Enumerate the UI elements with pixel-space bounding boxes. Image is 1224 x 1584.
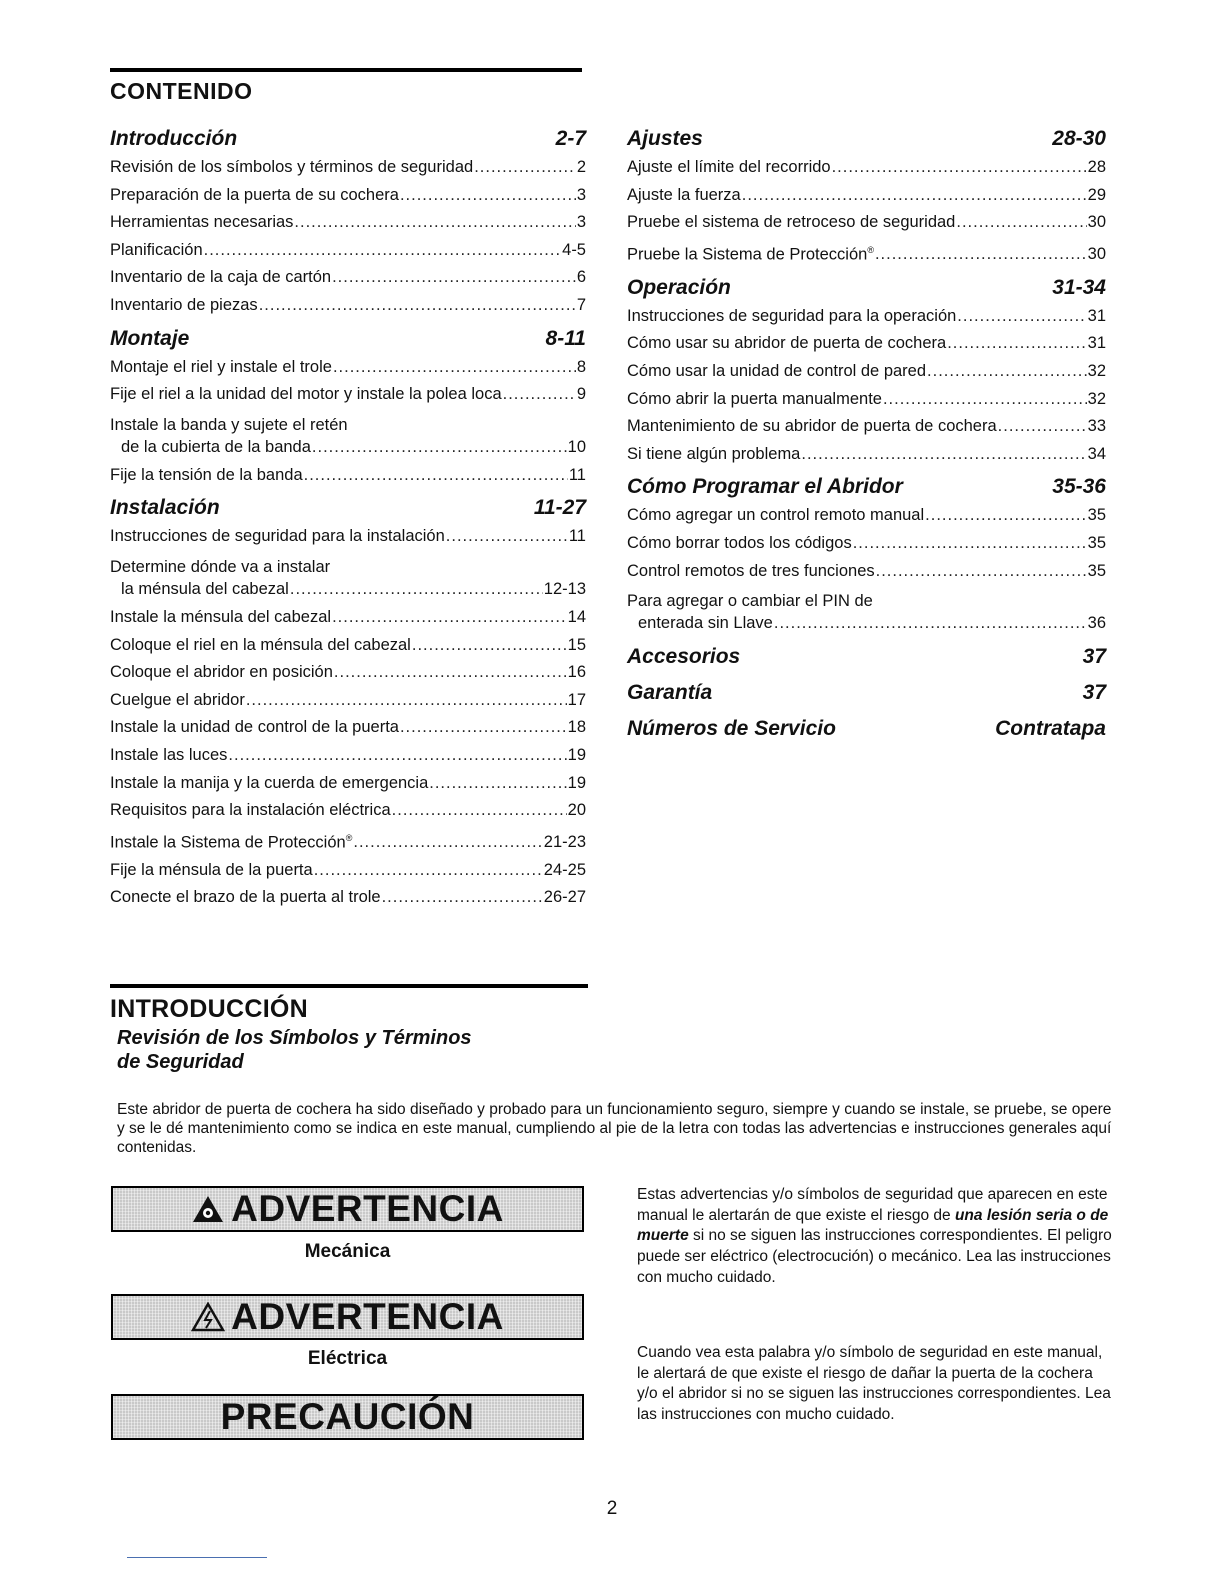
- leader-dots: [474, 154, 576, 182]
- section-pages: 28-30: [1052, 127, 1106, 150]
- section-pages: 8-11: [545, 326, 586, 350]
- toc-header: [110, 68, 582, 105]
- warning-label-wrap: [191, 1296, 504, 1338]
- toc-entry-continuation: [110, 436, 586, 458]
- entry-page: 19: [567, 745, 586, 764]
- entry-page: 35: [1087, 561, 1106, 580]
- toc-entry-continuation: [627, 612, 1106, 634]
- entry-text: Preparación de la puerta de su cochera: [110, 185, 399, 204]
- intro-subtitle: [117, 1026, 587, 1074]
- entry-page: 29: [1087, 185, 1106, 204]
- leader-dots: [312, 436, 567, 458]
- entry-text: Cuelgue el abridor: [110, 690, 245, 709]
- leader-dots: [503, 381, 576, 409]
- section-title: Montaje: [110, 326, 190, 350]
- entry-page: 24-25: [543, 860, 586, 879]
- section-pages: 35-36: [1052, 475, 1106, 499]
- toc-section-heading: [627, 124, 1106, 154]
- section-title: Números de Servicio: [627, 717, 836, 741]
- entry-text-wrap: [627, 237, 874, 269]
- entry-page: 3: [576, 185, 586, 204]
- leader-dots: [304, 462, 568, 490]
- leader-dots: [334, 659, 567, 687]
- entry-page: 11: [568, 527, 586, 546]
- entry-text: Fije el riel a la unidad del motor y instale la polea loca: [110, 385, 502, 404]
- leader-dots: [382, 884, 543, 912]
- entry-page: 4-5: [562, 240, 586, 259]
- entry-text: Cómo abrir la puerta manualmente: [627, 389, 882, 408]
- toc-entry: [110, 154, 586, 182]
- section-title: Garantía: [627, 681, 713, 705]
- warning-box-mechanical: [111, 1186, 584, 1232]
- leader-dots: [801, 441, 1086, 469]
- entry-page: 7: [576, 295, 586, 314]
- entry-text: enterada sin Llave: [638, 614, 773, 633]
- toc-entry: [627, 358, 1106, 386]
- toc-section-heading: [627, 273, 1106, 303]
- entry-text: Instale la Sistema de Protección: [110, 833, 346, 852]
- entry-page: 26-27: [543, 888, 586, 907]
- leader-dots: [429, 770, 566, 798]
- leader-dots: [927, 358, 1087, 386]
- entry-text: Control remotos de tres funciones: [627, 561, 875, 580]
- leader-dots: [392, 797, 567, 825]
- entry-text: Instrucciones de seguridad para la instalación: [110, 527, 445, 546]
- entry-page: 33: [1087, 417, 1106, 436]
- registered-mark: ®: [867, 244, 874, 255]
- leader-dots: [228, 742, 566, 770]
- toc-entry: [110, 687, 586, 715]
- toc-right-column: [627, 124, 1106, 744]
- entry-page: 31: [1087, 306, 1106, 325]
- entry-page: 6: [576, 268, 586, 287]
- entry-page: 32: [1087, 389, 1106, 408]
- toc-entry: [627, 237, 1106, 269]
- section-pages: 31-34: [1052, 275, 1106, 299]
- intro-subtitle-line: Revisión de los Símbolos y Términos: [117, 1027, 472, 1049]
- toc-entry: [110, 462, 586, 490]
- entry-page: 35: [1087, 506, 1106, 525]
- toc-entry: [627, 441, 1106, 469]
- leader-dots: [332, 264, 576, 292]
- leader-dots: [998, 413, 1087, 441]
- leader-dots: [332, 604, 567, 632]
- toc-entry: [110, 523, 586, 551]
- entry-text: Cómo borrar todos los códigos: [627, 534, 852, 553]
- entry-page: 11: [568, 465, 586, 484]
- section-pages: Contratapa: [995, 717, 1106, 741]
- leader-dots: [774, 612, 1087, 634]
- footer-rule: [127, 1557, 267, 1558]
- entry-text: Requisitos para la instalación eléctrica: [110, 801, 391, 820]
- toc-section-heading: [627, 642, 1106, 672]
- toc-entry: [627, 413, 1106, 441]
- entry-page: 8: [576, 357, 586, 376]
- toc-entry: [110, 632, 586, 660]
- entry-page: 20: [567, 801, 586, 820]
- entry-page: 34: [1087, 444, 1106, 463]
- entry-text: Inventario de la caja de cartón: [110, 268, 332, 287]
- leader-dots: [400, 714, 567, 742]
- toc-section-heading: [110, 324, 586, 354]
- entry-page: 28: [1087, 158, 1106, 176]
- warning-label: ADVERTENCIA: [231, 1188, 504, 1229]
- section-title: Cómo Programar el Abridor: [627, 475, 903, 499]
- toc-entry-first-line: Para agregar o cambiar el PIN de: [627, 592, 873, 611]
- entry-page: 30: [1087, 245, 1106, 264]
- leader-dots: [246, 687, 567, 715]
- toc-entry: [627, 530, 1106, 558]
- toc-entry: [110, 381, 586, 409]
- section-pages: 37: [1082, 681, 1106, 705]
- toc-entry: [110, 659, 586, 687]
- toc-entry: [110, 770, 586, 798]
- entry-page: 17: [567, 690, 586, 709]
- warning-caption: Mecánica: [304, 1241, 391, 1262]
- leader-dots: [333, 354, 576, 382]
- entry-text: Instale las luces: [110, 745, 228, 764]
- leader-dots: [290, 578, 543, 600]
- intro-subtitle-line: de Seguridad: [117, 1051, 244, 1073]
- toc-entry: [627, 154, 1106, 182]
- toc-entry: [627, 558, 1106, 586]
- leader-dots: [353, 829, 542, 857]
- toc-section-heading: [627, 678, 1106, 708]
- entry-page: 3: [576, 213, 586, 232]
- entry-text: Instale la manija y la cuerda de emergencia: [110, 773, 429, 792]
- leader-dots: [947, 330, 1086, 358]
- entry-text: Instale la ménsula del cabezal: [110, 607, 332, 626]
- intro-title: INTRODUCCIÓN: [110, 995, 309, 1023]
- leader-dots: [876, 558, 1087, 586]
- section-title: Operación: [627, 275, 731, 299]
- toc-entry: [110, 292, 586, 320]
- leader-dots: [742, 182, 1087, 210]
- toc-entry: [110, 182, 586, 210]
- section-title: Accesorios: [627, 645, 741, 669]
- toc-entry-first-line: Determine dónde va a instalar: [110, 557, 331, 576]
- leader-dots: [446, 523, 568, 551]
- caution-label: PRECAUCIÓN: [220, 1396, 475, 1437]
- leader-dots: [956, 209, 1086, 237]
- entry-text: Coloque el abridor en posición: [110, 663, 333, 682]
- warning-caption: Eléctrica: [307, 1348, 388, 1369]
- entry-page: 2: [576, 158, 586, 176]
- entry-text: Fije la tensión de la banda: [110, 465, 303, 484]
- toc-entry: [110, 237, 586, 265]
- toc-title: CONTENIDO: [110, 78, 253, 104]
- entry-page: 9: [576, 385, 586, 404]
- entry-text: Fije la ménsula de la puerta: [110, 860, 313, 879]
- entry-text: Si tiene algún problema: [627, 444, 801, 463]
- toc-entry: [110, 354, 586, 382]
- section-pages: 2-7: [555, 127, 586, 150]
- toc-section-heading: [627, 714, 1106, 744]
- registered-mark: ®: [345, 832, 353, 843]
- entry-page: 16: [567, 663, 586, 682]
- entry-text: Pruebe la Sistema de Protección: [627, 245, 868, 264]
- entry-text-wrap: [110, 825, 352, 857]
- warning-triangle-icon: [191, 1302, 225, 1332]
- intro-paragraph: Este abridor de puerta de cochera ha sido diseñado y probado para un funcionamiento seguro, siempre y cuando se instale, se pruebe, se opere y se le dé mantenimiento como se indica en este manual, cumpliendo al pie de la letra con todas las advertencias e instrucciones generales aquí contenidas.: [117, 1101, 1112, 1156]
- toc-section-heading: [110, 493, 586, 523]
- entry-page: 12-13: [543, 579, 586, 598]
- toc-entry: [627, 182, 1106, 210]
- toc-entry: [627, 209, 1106, 237]
- entry-text: Planificación: [110, 240, 203, 259]
- entry-page: 14: [567, 607, 586, 626]
- entry-page: 18: [567, 718, 586, 737]
- entry-text: Cómo usar su abridor de puerta de cochera: [627, 334, 947, 353]
- toc-entry: [627, 502, 1106, 530]
- page-number: 2: [606, 1498, 618, 1519]
- toc-left-column: [110, 124, 586, 912]
- entry-page: 10: [567, 437, 586, 456]
- entry-text: la ménsula del cabezal: [121, 579, 289, 598]
- section-title: Instalación: [110, 496, 220, 520]
- toc-entry: [627, 386, 1106, 414]
- caution-box: [111, 1394, 584, 1440]
- leader-dots: [294, 209, 575, 237]
- entry-text: Coloque el riel en la ménsula del cabezal: [110, 635, 411, 654]
- entry-text: Cómo usar la unidad de control de pared: [627, 362, 927, 381]
- section-title: Introducción: [110, 127, 238, 150]
- entry-text: Instrucciones de seguridad para la operación: [627, 306, 957, 325]
- leader-dots: [832, 154, 1087, 182]
- entry-text: Conecte el brazo de la puerta al trole: [110, 888, 381, 907]
- leader-dots: [314, 857, 543, 885]
- entry-text: Cómo agregar un control remoto manual: [627, 506, 925, 525]
- entry-page: 21-23: [543, 833, 586, 852]
- entry-text: Revisión de los símbolos y términos de seguridad: [110, 158, 474, 176]
- entry-page: 36: [1087, 614, 1106, 633]
- toc-entry: [110, 797, 586, 825]
- toc-entry-continuation: [110, 578, 586, 600]
- warning-description-text: si no se siguen las instrucciones correspondientes. El peligro puede ser eléctrico (electrocución) o mecánico. Lea las instrucciones con mucho cuidado.: [637, 1227, 1112, 1286]
- toc-entry: [110, 825, 586, 857]
- leader-dots: [853, 530, 1087, 558]
- toc-section-heading: [627, 472, 1106, 502]
- toc-entry: [110, 209, 586, 237]
- warning-label: ADVERTENCIA: [231, 1296, 504, 1337]
- entry-page: 32: [1087, 362, 1106, 381]
- toc-section-heading: [110, 124, 586, 154]
- entry-text: de la cubierta de la banda: [121, 437, 311, 456]
- entry-text: Instale la unidad de control de la puerta: [110, 718, 399, 737]
- leader-dots: [412, 632, 567, 660]
- toc-entry: [110, 742, 586, 770]
- entry-text: Herramientas necesarias: [110, 213, 294, 232]
- section-pages: 37: [1082, 645, 1106, 669]
- entry-page: 35: [1087, 534, 1106, 553]
- entry-page: 19: [567, 773, 586, 792]
- toc-entry: [110, 604, 586, 632]
- leader-dots: [400, 182, 576, 210]
- entry-page: 30: [1087, 213, 1106, 232]
- toc-entry: [110, 264, 586, 292]
- toc-entry: [110, 857, 586, 885]
- toc-entry: [110, 884, 586, 912]
- section-title: Ajustes: [627, 127, 703, 150]
- entry-text: Ajuste la fuerza: [627, 185, 741, 204]
- leader-dots: [957, 303, 1086, 331]
- warning-emphasis: una lesión seria o de muerte: [637, 1206, 1109, 1245]
- caution-description: Cuando vea esta palabra y/o símbolo de seguridad en este manual, le alertará de que existe el riesgo de dañar la puerta de la cochera y/o el abridor si no se siguen las instrucciones correspondientes. Lea las instrucciones con mucho cuidado.: [637, 1344, 1111, 1424]
- entry-page: 15: [567, 635, 586, 654]
- warning-triangle-icon: [191, 1194, 225, 1224]
- leader-dots: [883, 386, 1087, 414]
- warning-label-wrap: [191, 1188, 504, 1230]
- leader-dots: [925, 502, 1086, 530]
- section-pages: 11-27: [533, 496, 586, 520]
- leader-dots: [204, 237, 562, 265]
- entry-text: Montaje el riel y instale el trole: [110, 357, 332, 376]
- toc-entry: [110, 714, 586, 742]
- entry-text: Pruebe el sistema de retroceso de seguridad: [627, 213, 956, 232]
- toc-entry: [627, 330, 1106, 358]
- warning-description-text: Estas advertencias y/o símbolos de seguridad que aparecen en este manual le alertarán de que existe el riesgo de: [637, 1186, 1108, 1224]
- entry-text: Mantenimiento de su abridor de puerta de cochera: [627, 417, 997, 436]
- toc-entry-first-line: Instale la banda y sujete el retén: [110, 415, 348, 434]
- leader-dots: [259, 292, 576, 320]
- toc-entry: [627, 303, 1106, 331]
- warning-box-electrical: [111, 1294, 584, 1340]
- warning-description: [637, 1185, 1112, 1289]
- leader-dots: [875, 241, 1087, 269]
- intro-header: [110, 984, 588, 1024]
- entry-text: Inventario de piezas: [110, 295, 258, 314]
- entry-text: Ajuste el límite del recorrido: [627, 158, 831, 176]
- entry-page: 31: [1087, 334, 1106, 353]
